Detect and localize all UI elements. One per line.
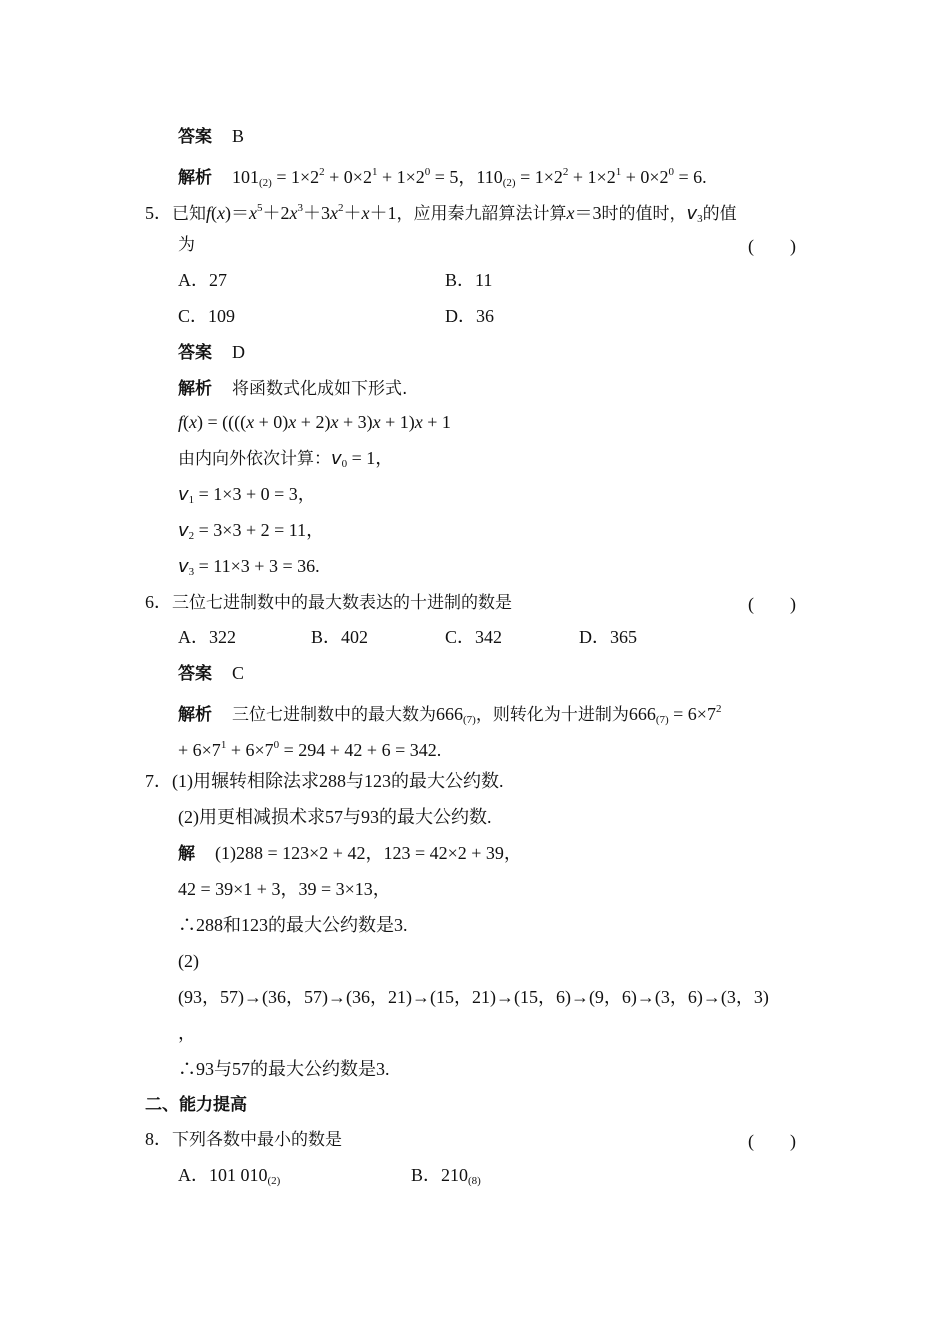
q5-options-row1 (178, 268, 227, 292)
q7-part1 (145, 769, 504, 793)
option-b: B．402 (311, 627, 369, 647)
answer-label: 答案 (178, 343, 212, 363)
solution-label: 解 (178, 844, 195, 864)
option-d: D．36 (445, 306, 494, 326)
q6-answer-line (178, 661, 244, 686)
q5-options-row2 (178, 304, 235, 328)
q5-step-3: $v_1 = 1\times 3 + 0 = 3$， (178, 484, 316, 506)
q5-step-1: f(x) = ((((x + 0)x + 2)x + 3)x + 1)x + 1 (178, 412, 451, 432)
q7-solution-1 (178, 841, 522, 866)
analysis-text: 将函数式化成如下形式. (232, 379, 408, 399)
question-text: 已知$f(x)=x^5+2x^3+3x^2+x+1$，应用秦九韶算法计算x＝3时的值时，$v_3$的值 (172, 202, 737, 225)
solution-text: (1)288 = 123×2 + 42，123 = 42×2 + 39， (215, 843, 522, 863)
answer-value: D (232, 342, 245, 362)
option-a: A．101 $010_{(2)}$ (178, 1165, 281, 1187)
answer-label: 答案 (178, 664, 212, 684)
analysis-text: $101_{(2)} = 1\times 2^2 + 0\times 2^1 + 1\times 2^0 = 5$，$110_{(2)} = 1\times 2^2 + 1\times 2^1 + 0\times 2^0 = 6$. (232, 166, 707, 189)
q6-analysis-cont: + $6\times 7^1 + 6\times 7^0 = 294 + 42 + 6 = 342$. (178, 739, 442, 760)
question-number: 8． (145, 1129, 172, 1149)
section-heading: 二、能力提高 (145, 1095, 247, 1115)
option-d: D．365 (579, 627, 637, 647)
q5-step-4: $v_2 = 3\times 3 + 2 = 11$， (178, 520, 325, 542)
option-a: A．322 (178, 627, 236, 647)
question-number: 5． (145, 203, 172, 223)
q7-part2: (2)用更相减损术求57与93的最大公约数. (178, 807, 492, 827)
q8-stem (145, 1127, 342, 1152)
analysis-text: 三位七进制数中的最大数为$666_{(7)}$，则转化为十进制为$666_{(7)} = 6\times 7^2$ (232, 703, 722, 726)
question-text: 三位七进制数中的最大数表达的十进制的数是 (172, 593, 512, 613)
answer-blank: ( ) (748, 236, 796, 256)
q7-solution-6: ， (178, 1023, 196, 1043)
q5-step-2: 由内向外依次计算：$v_0 = 1$， (178, 448, 394, 470)
q6-analysis-line (178, 697, 721, 732)
analysis-label: 解析 (178, 168, 212, 188)
q4-answer-line (178, 124, 244, 149)
analysis-label: 解析 (178, 379, 212, 399)
option-c: C．109 (178, 306, 236, 326)
option-b: B．11 (445, 270, 493, 290)
option-c: C．342 (445, 627, 503, 647)
answer-value: B (232, 126, 245, 146)
q7-solution-7: ∴93与57的最大公约数是3. (178, 1059, 390, 1079)
q5-answer-line (178, 340, 245, 365)
q4-analysis-line (178, 160, 707, 195)
answer-value: C (232, 663, 245, 683)
option-b: B．$210_{(8)}$ (411, 1165, 481, 1187)
q5-stem-cont (178, 232, 195, 257)
answer-blank: ( ) (748, 594, 796, 614)
question-text: 下列各数中最小的数是 (172, 1130, 342, 1150)
q5-step-5: $v_3 = 11\times 3 + 3 = 36$. (178, 556, 320, 578)
answer-blank: ( ) (748, 1131, 796, 1151)
question-text-cont: 为 (178, 235, 195, 255)
q7-solution-2: 42 = 39×1 + 3，39 = 3×13， (178, 879, 391, 899)
question-number: 7． (145, 771, 172, 791)
option-a: A．27 (178, 270, 227, 290)
q5-analysis-line (178, 376, 407, 401)
question-number: 6． (145, 592, 172, 612)
question-text: (1)用辗转相除法求288与123的最大公约数. (172, 771, 504, 791)
analysis-label: 解析 (178, 705, 212, 725)
q7-solution-4: (2) (178, 951, 199, 971)
answer-label: 答案 (178, 127, 212, 147)
q6-stem (145, 590, 512, 615)
q7-solution-3: ∴288和123的最大公约数是3. (178, 915, 408, 935)
q7-solution-5: (93，57)→(36，57)→(36，21)→(15，21)→(15，6)→(9，6)→(3，6)→(3，3) (178, 987, 769, 1007)
q5-stem (145, 196, 737, 231)
